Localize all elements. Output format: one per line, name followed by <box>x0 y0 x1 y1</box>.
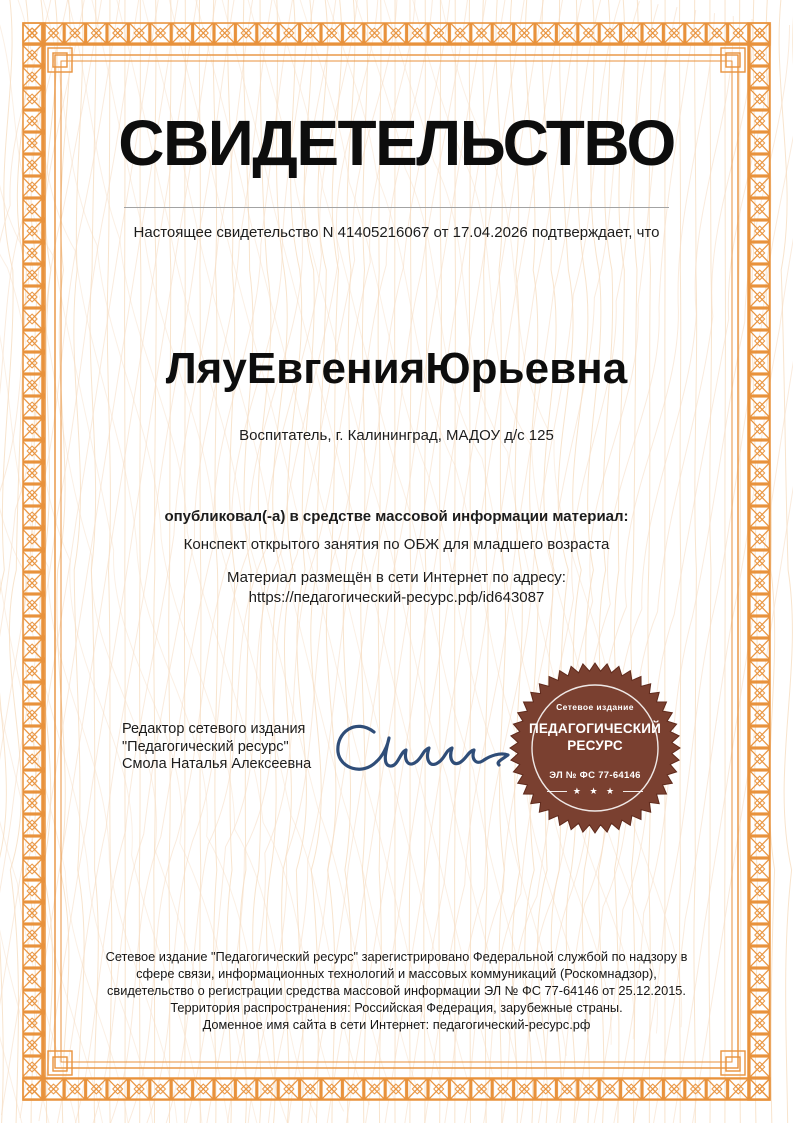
seal-registration-number: ЭЛ № ФС 77-64146 <box>549 770 641 781</box>
publication-url: https://педагогический-ресурс.рф/id643087 <box>248 589 545 606</box>
signature <box>328 710 518 790</box>
seal-title-line2: РЕСУРС <box>567 738 623 753</box>
editor-role: Редактор сетевого издания <box>122 721 306 737</box>
title-divider <box>124 207 669 208</box>
seal-edition-label: Сетевое издание <box>556 702 634 712</box>
editor-name: Смола Наталья Алексеевна <box>122 756 312 773</box>
editor-organization: "Педагогический ресурс" <box>122 738 289 755</box>
footer-registration-text: Сетевое издание "Педагогический ресурс" зарегистрировано Федеральной службой по надзору в сфере связи, информационных технологий и массовых коммуникаций (Роскомнадзор), свидетельство о регистрации средства массовой информации ЭЛ № ФС 77-64146 от 25.12.2015. Территория распространения: Российская Федерация, зарубежные страны. <box>105 949 688 1015</box>
publication-intro: опубликовал(-а) в средстве массовой информации материал: <box>164 508 629 525</box>
seal-title-line1: ПЕДАГОГИЧЕСКИЙ <box>528 721 662 736</box>
recipient-name: ЛяуЕвгенияЮрьевна <box>165 344 628 393</box>
publication-url-intro: Материал размещён в сети Интернет по адресу: <box>227 569 566 586</box>
publication-material-title: Конспект открытого занятия по ОБЖ для младшего возраста <box>183 536 610 553</box>
footer <box>96 948 697 1033</box>
footer-domain-text: Доменное имя сайта в сети Интернет: педагогический-ресурс.рф <box>202 1017 591 1032</box>
certificate-title: СВИДЕТЕЛЬСТВО <box>118 107 675 179</box>
recipient-details: Воспитатель, г. Калининград, МАДОУ д/с 125 <box>239 427 554 444</box>
certificate-statement: Настоящее свидетельство N 41405216067 от 17.04.2026 подтверждает, что <box>133 224 660 241</box>
signature-stroke <box>338 726 508 769</box>
seal <box>507 660 683 836</box>
seal-title <box>507 720 683 754</box>
editor-block <box>122 721 311 774</box>
seal-stars: ★ ★ ★ <box>507 786 683 797</box>
